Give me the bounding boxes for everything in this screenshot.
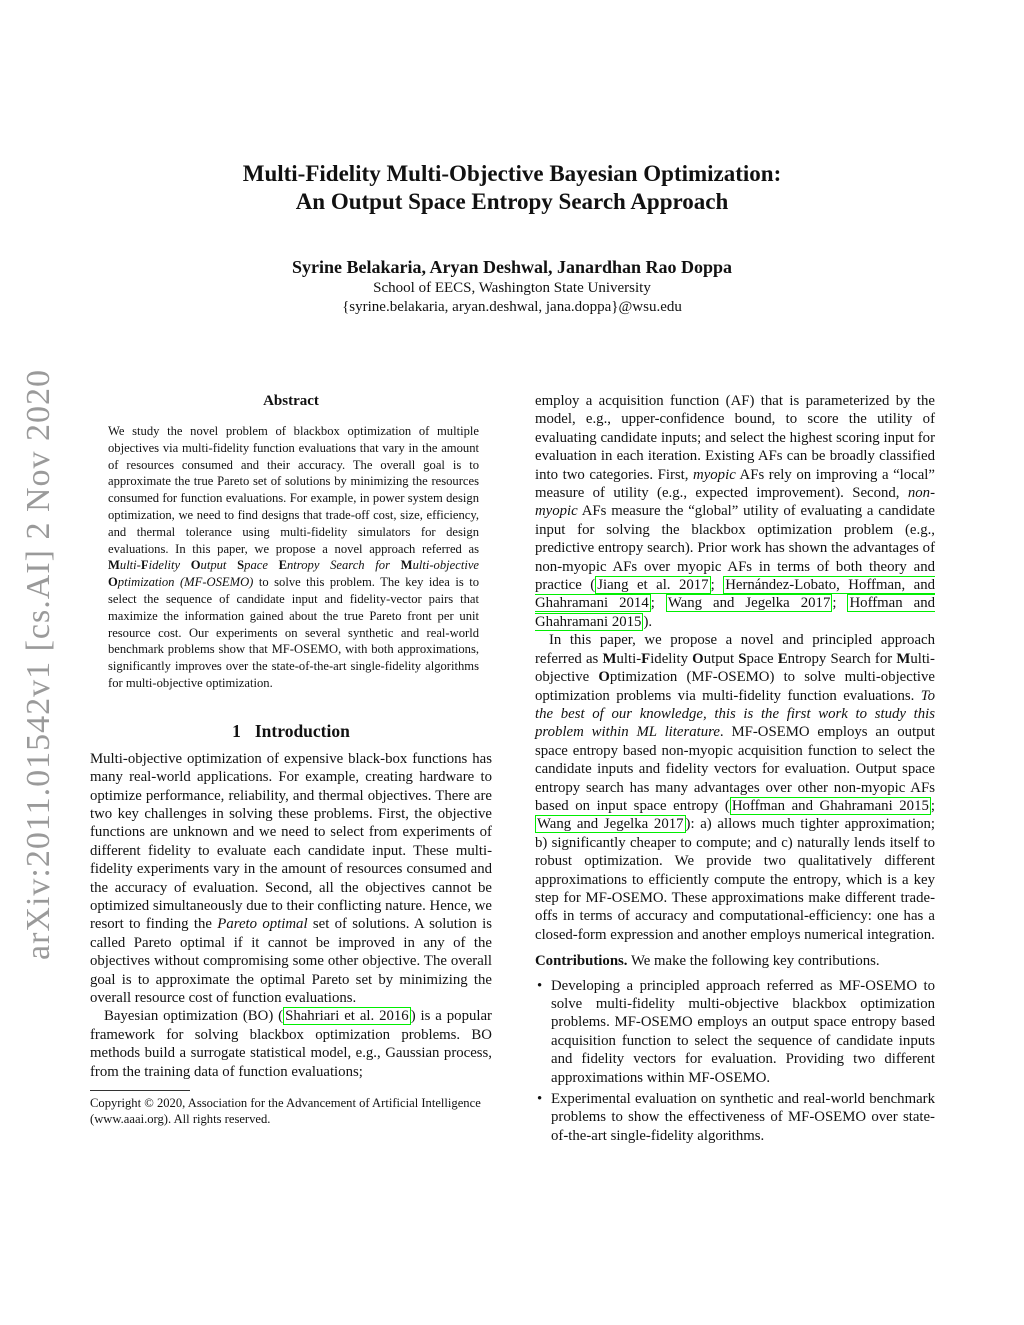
list-item: • Developing a principled approach referred as MF-OSEMO to solve multi-fidelity multi-objective blackbox optimization problems. MF-OSEMO employs an output space entropy based acquisition function to select the sequence of candidate inputs and fidelity vectors for evaluation. Providing two different approximations within MF-OSEMO. — [535, 977, 935, 1087]
left-column — [90, 392, 492, 1127]
right-paragraph-2: In this paper, we propose a novel and principled approach referred as Multi-Fidelity Output Space Entropy Search for Multi-objective Optimization (MF-OSEMO) to solve multi-objective optimization problems via multi-fidelity function evaluations. To the best of our knowledge, this is the first work to study this problem within ML literature. MF-OSEMO employs an output space entropy based non-myopic acquisition function to select the candidate inputs and fidelity vectors for evaluation. Output space entropy search has many advantages over other non-myopic AFs based on input space entropy ( Hoffman and Ghahramani 2015 ; Wang and Jegelka 2017 ): a) allows much tighter approximation; b) significantly cheaper to compute; and c) naturally lends itself to robust optimization. We provide two qualitatively different approximations to efficiently compute the entropy, which is a key step for MF-OSEMO. These approximations make different trade-offs in terms of accuracy and computational-efficiency: one has a closed-form expression and another employs numerical integration. — [535, 632, 936, 943]
citation-link[interactable]: Hoffman and Ghahramani 2015 — [731, 797, 929, 814]
title-line-2: An Output Space Entropy Search Approach — [295, 189, 729, 214]
contributions-paragraph: Contributions. We make the following key contributions. — [535, 953, 880, 970]
authors: Syrine Belakaria, Aryan Deshwal, Janardhan Rao Doppa — [291, 257, 733, 277]
intro-paragraph-1: Multi-objective optimization of expensive black-box functions has many real-world applications. For example, creating hardware to optimize performance, reliability, and thermal objectives. There are two key challenges in solving these problems. First, the objective functions are unknown and we need to select from experiments of different fidelity to evaluate each candidate input. These multi-fidelity experiments vary in the amount of resources consumed and the accuracy of evaluation. Second, all the objectives cannot be optimized simultaneously due to their conflicting nature. Hence, we resort to finding the Pareto optimal set of solutions. A solution is called Pareto optimal if it cannot be improved in any of the objectives without compromising some other objective. The overall goal is to approximate the optimal Pareto set by minimizing the overall resource cost of function evaluations. — [90, 750, 492, 1007]
citation-link[interactable]: Wang and Jegelka 2017 — [667, 595, 831, 612]
affiliation: School of EECS, Washington State University — [373, 280, 651, 296]
citation-link[interactable]: Hernández-Lobato, Hoffman, and Ghahramani 2014 — [535, 577, 936, 612]
citation-link[interactable]: Shahriari et al. 2016 — [285, 1008, 409, 1025]
right-column — [535, 392, 935, 1148]
paper-title — [150, 160, 874, 216]
intro-body — [90, 750, 492, 1081]
emails: {syrine.belakaria, aryan.deshwal, jana.doppa}@wsu.edu — [342, 299, 682, 315]
contributions-list — [535, 977, 935, 1146]
footnote-rule — [90, 1090, 190, 1091]
citation-link[interactable]: Wang and Jegelka 2017 — [537, 816, 684, 833]
right-paragraph-1: employ a acquisition function (AF) that is parameterized by the model, e.g., upper-confidence bound, to score the utility of evaluating candidate inputs; and select the highest scoring input for evaluation in each iteration. Existing AFs can be broadly classified into two categories. First, myopic AFs rely on improving a “local” measure of utility (e.g., expected improvement). Second, non-myopic AFs measure the “global” utility of evaluating a candidate input for solving the blackbox optimization problem (e.g., predictive entropy search). Prior work has shown the advantages of non-myopic AFs over myopic AFs in terms of both theory and practice ( Jiang et al. 2017 ; Hernández-Lobato, Hoffman, and Ghahramani 2014 ; Wang and Jegelka 2017 ; Hoffman and Ghahramani 2015 ). — [535, 393, 936, 630]
abstract-heading: Abstract — [263, 393, 319, 409]
arxiv-stamp: arXiv:2011.01542v1 [cs.AI] 2 Nov 2020 — [20, 369, 57, 961]
citation-link[interactable]: Hoffman and Ghahramani 2015 — [535, 595, 936, 630]
contributions-label: Contributions. — [535, 953, 628, 970]
affiliation-block — [150, 279, 874, 317]
intro-paragraph-2: Bayesian optimization (BO) ( Shahriari et al. 2016 ) is a popular framework for solving blackbox optimization problems. BO methods build a surrogate statistical model, e.g., Gaussian process, from the training data of function evaluations; — [90, 1008, 492, 1080]
section-heading-introduction: 1 Introduction — [232, 720, 350, 741]
list-item: • Experimental evaluation on synthetic and real-world benchmark problems to show the effectiveness of MF-OSEMO over state-of-the-art single-fidelity algorithms. — [535, 1090, 935, 1145]
title-line-1: Multi-Fidelity Multi-Objective Bayesian Optimization: — [242, 161, 782, 186]
copyright-footnote: Copyright © 2020, Association for the Advancement of Artificial Intelligence (www.aaai.org). All rights reserved. — [90, 1096, 481, 1127]
abstract-text: We study the novel problem of blackbox optimization of multiple objectives via multi-fidelity function evaluations that vary in the amount of resources consumed and their accuracy. The overall goal is to approximate the true Pareto set of solutions by minimizing the resources consumed for function evaluations. For example, in power system design optimization, we need to find designs that trade-off cost, size, efficiency, and thermal tolerance using multi-fidelity simulators for design evaluations. In this paper, we propose a novel approach referred as Multi-Fidelity Output Space Entropy Search for Multi-objective Optimization (MF-OSEMO) to solve this problem. The key idea is to select the sequence of candidate input and fidelity-vector pairs that maximize the information gained about the true Pareto front per unit resource cost. Our experiments on several synthetic and real-world benchmark problems show that MF-OSEMO, with both approximations, significantly improves over the state-of-the-art single-fidelity algorithms for multi-objective optimization. — [108, 424, 479, 690]
citation-link[interactable]: Jiang et al. 2017 — [597, 577, 709, 594]
